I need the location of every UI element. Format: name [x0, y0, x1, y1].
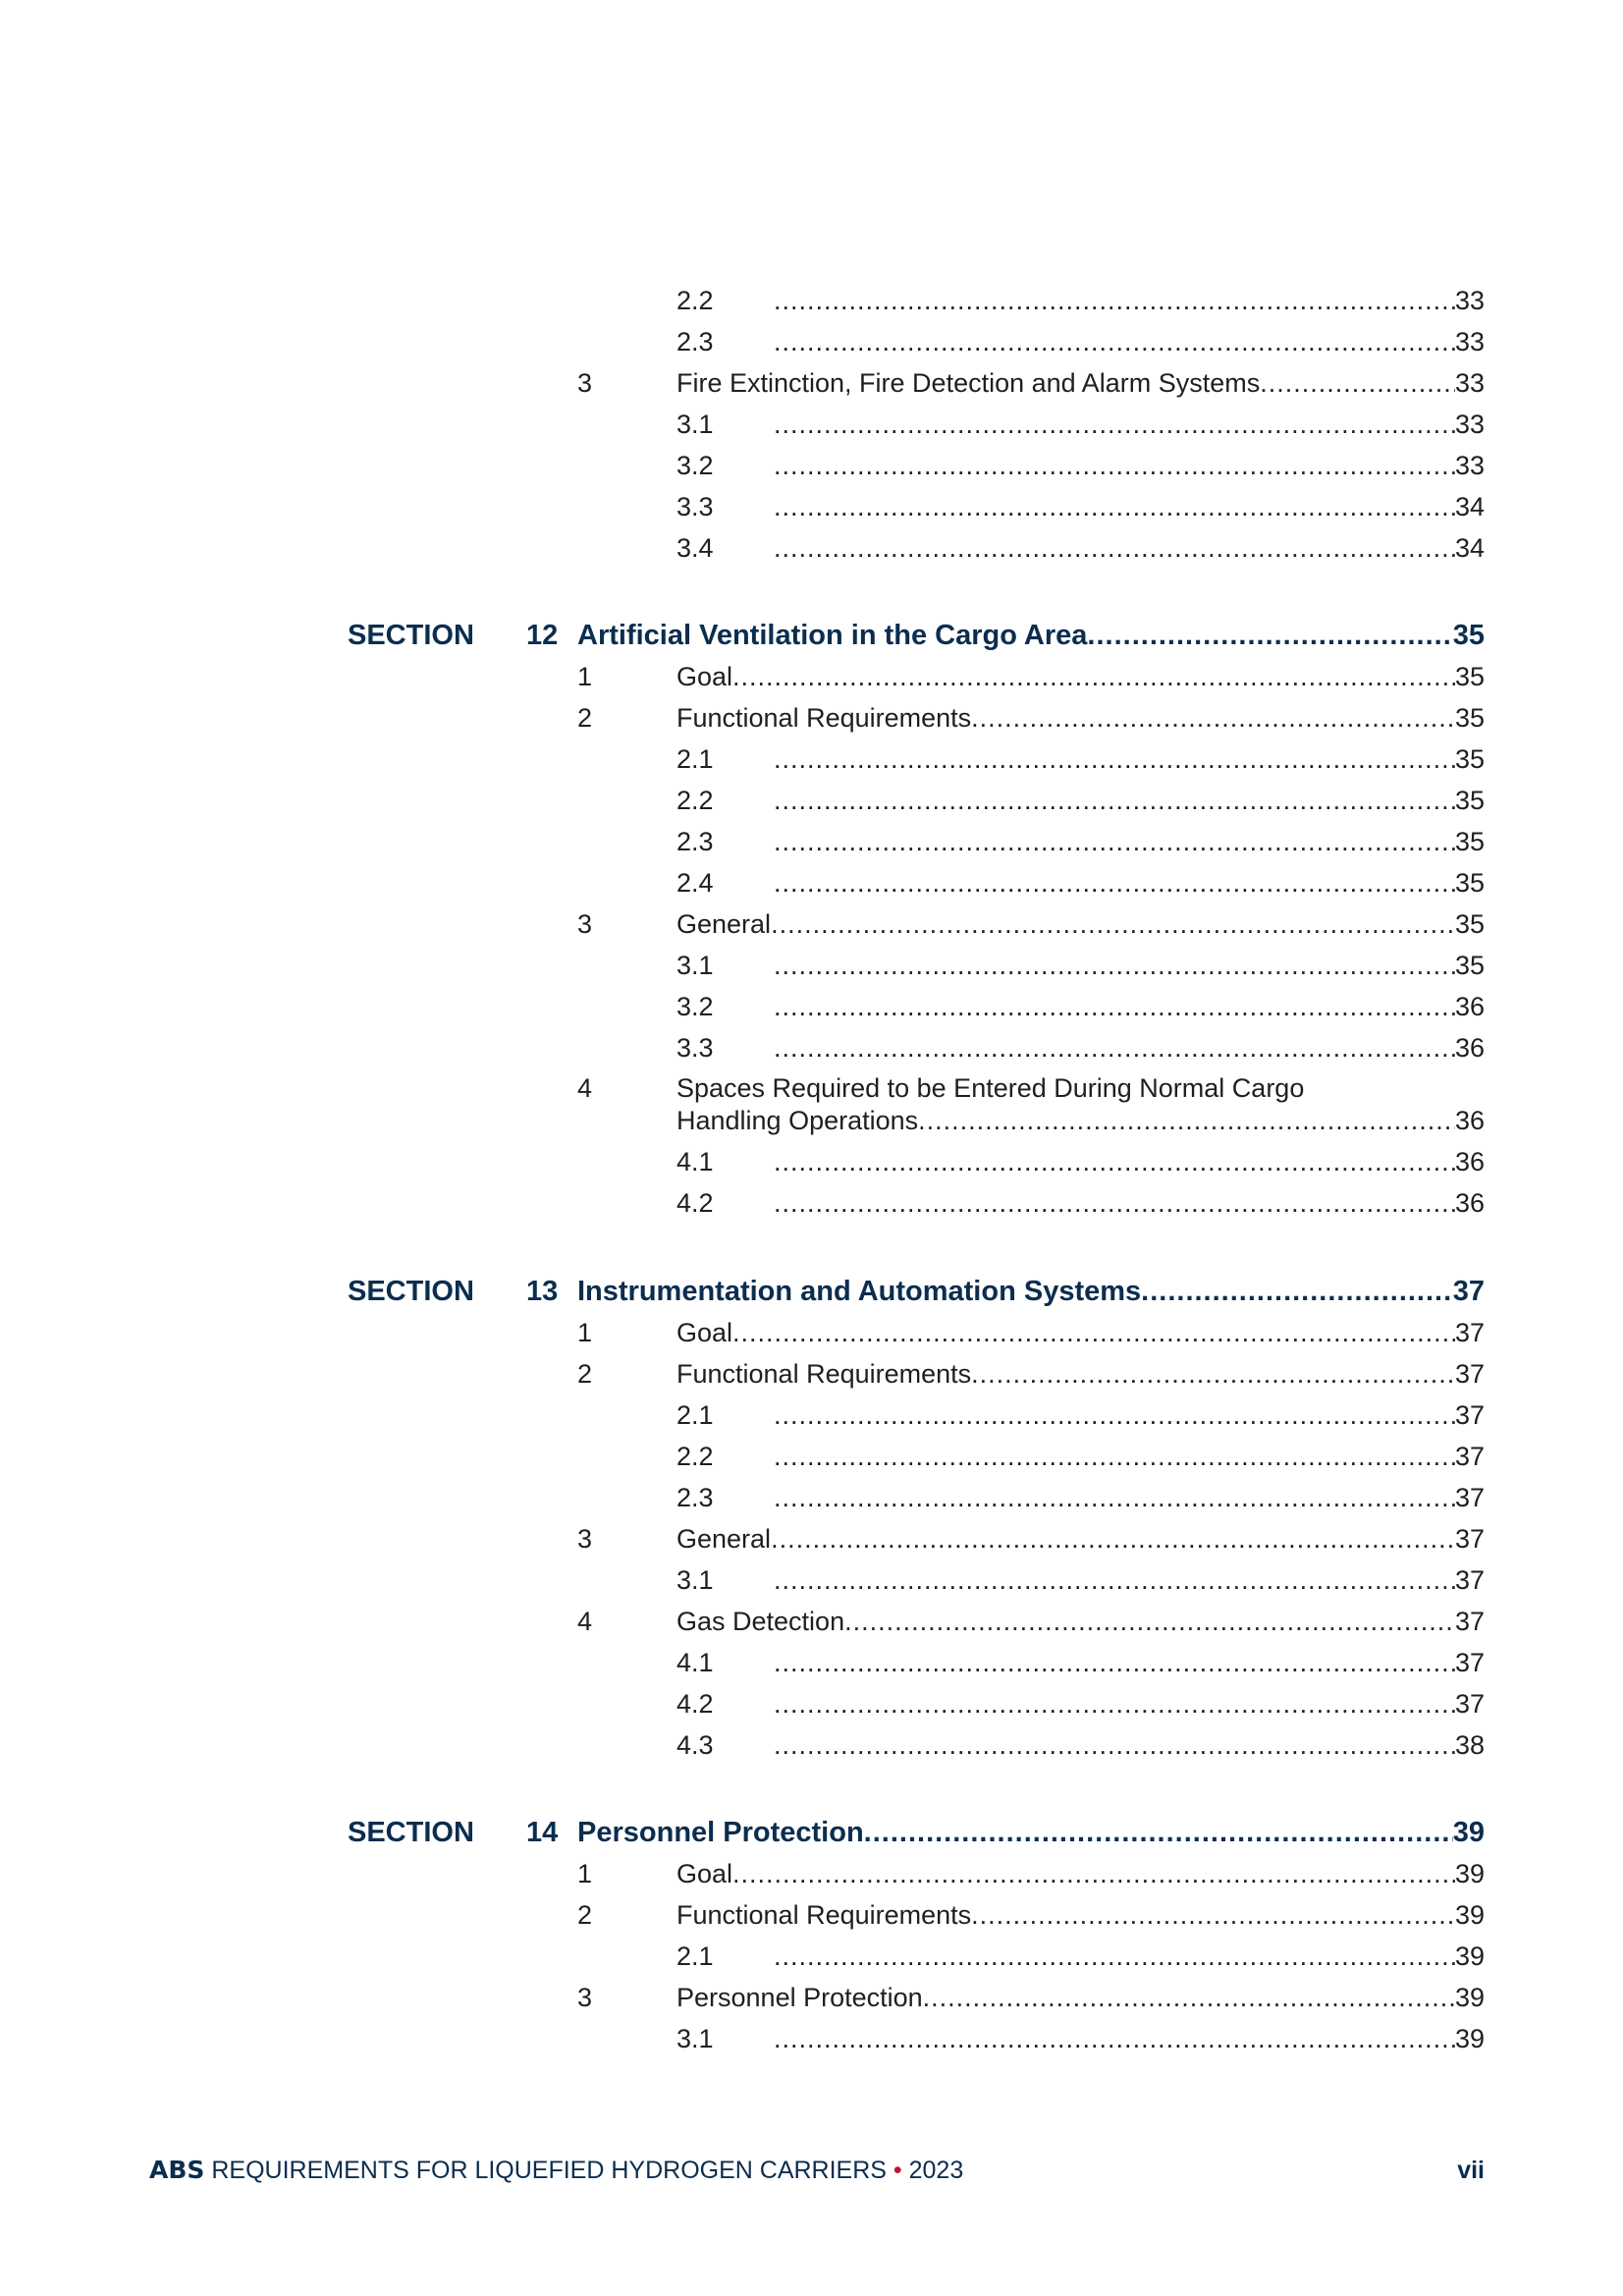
toc-entry-number: 4.2 — [676, 1188, 714, 1218]
toc-entry-page: 37 — [1454, 1607, 1485, 1636]
section-number: 14 — [526, 1817, 559, 1848]
section-number: 12 — [526, 620, 559, 651]
toc-entry-number: 2.1 — [676, 744, 714, 774]
toc-entry-number: 2.3 — [676, 327, 714, 356]
toc-entry-page: 39 — [1454, 1859, 1485, 1888]
toc-entry-number: 4 — [577, 1607, 593, 1636]
toc-entry-page: 33 — [1454, 410, 1485, 439]
toc-entry-page: 33 — [1454, 286, 1485, 315]
toc-entry-number: 2.1 — [676, 1941, 714, 1971]
toc-entry-page: 36 — [1454, 1106, 1485, 1135]
toc-section-heading[interactable] — [0, 615, 1623, 656]
toc-entry-page: 35 — [1454, 951, 1485, 980]
toc-entry-number: 3.3 — [676, 492, 714, 521]
toc-entry-title: Goal — [676, 1859, 733, 1888]
toc-entry-number: 4.1 — [676, 1648, 714, 1677]
toc-entry-number: 4 — [577, 1073, 593, 1103]
toc-entry-number: 3.2 — [676, 992, 714, 1021]
toc-entry-number: 3.1 — [676, 2024, 714, 2053]
toc-entry-page: 37 — [1454, 1689, 1485, 1719]
toc-entry-title: Gas Detection — [676, 1607, 845, 1636]
toc-entry-number: 4.3 — [676, 1730, 714, 1760]
page-footer — [149, 2151, 1485, 2190]
toc-entry-number: 2.2 — [676, 286, 714, 315]
toc-entry-number: 2 — [577, 703, 593, 733]
toc-entry-page: 38 — [1454, 1730, 1485, 1760]
toc-entry-page: 35 — [1454, 703, 1485, 733]
toc-entry-page: 35 — [1454, 662, 1485, 691]
section-number: 13 — [526, 1276, 559, 1307]
toc-entry-title: Functional Requirements — [676, 703, 972, 733]
section-label: SECTION — [348, 1276, 474, 1307]
toc-section-heading[interactable] — [0, 1271, 1623, 1312]
section-page: 39 — [1452, 1817, 1485, 1848]
toc-entry-number: 2.3 — [676, 1483, 714, 1512]
toc-entry-page: 36 — [1454, 1033, 1485, 1063]
footer-year: 2023 — [908, 2157, 964, 2184]
toc-entry-page: 37 — [1454, 1400, 1485, 1430]
toc-entry-page: 39 — [1454, 1983, 1485, 2012]
toc-entry-title: Handling Operations — [676, 1106, 919, 1135]
toc-entry-title: General — [676, 909, 772, 939]
toc-entry-title-line1: Spaces Required to be Entered During Normal Cargo — [676, 1073, 1305, 1103]
toc-entry-page: 35 — [1454, 827, 1485, 856]
footer-separator: • — [893, 2157, 902, 2184]
toc-entry-number: 2.4 — [676, 868, 714, 898]
section-page: 35 — [1452, 620, 1485, 651]
toc-entry-page: 33 — [1454, 451, 1485, 480]
toc-entry-number: 2.2 — [676, 1442, 714, 1471]
toc-entry-page: 35 — [1454, 868, 1485, 898]
toc-entry-title: Functional Requirements — [676, 1359, 972, 1389]
section-title: Artificial Ventilation in the Cargo Area — [577, 620, 1088, 651]
toc-entry-page: 37 — [1454, 1442, 1485, 1471]
toc-entry-number: 2 — [577, 1359, 593, 1389]
toc-entry-page: 37 — [1454, 1524, 1485, 1554]
toc-entry-page: 39 — [1454, 1941, 1485, 1971]
toc-entry-page: 37 — [1454, 1359, 1485, 1389]
page-number: vii — [1457, 2157, 1485, 2184]
toc-entry-number: 1 — [577, 1318, 593, 1347]
toc-entry-page: 33 — [1454, 368, 1485, 398]
toc-entry-number: 4.1 — [676, 1147, 714, 1176]
toc-entry-number: 1 — [577, 1859, 593, 1888]
toc-entry-title: Goal — [676, 1318, 733, 1347]
toc-entry-number: 1 — [577, 662, 593, 691]
toc-entry-number: 3 — [577, 1983, 593, 2012]
toc-entry-number: 3.3 — [676, 1033, 714, 1063]
toc-entry-number: 2.3 — [676, 827, 714, 856]
toc-entry-number: 3 — [577, 909, 593, 939]
footer-title: REQUIREMENTS FOR LIQUEFIED HYDROGEN CARRIERS — [211, 2157, 887, 2184]
toc-entry-title: Fire Extinction, Fire Detection and Alarm Systems — [676, 368, 1261, 398]
toc-entry-page: 34 — [1454, 533, 1485, 563]
section-label: SECTION — [348, 620, 474, 651]
toc-entry-page: 33 — [1454, 327, 1485, 356]
toc-entry-title: Goal — [676, 662, 733, 691]
toc-entry-page: 34 — [1454, 492, 1485, 521]
footer-brand: ABS — [149, 2156, 205, 2184]
toc-entry-number: 2.2 — [676, 786, 714, 815]
toc-entry-page: 36 — [1454, 992, 1485, 1021]
toc-entry-title: Personnel Protection — [676, 1983, 923, 2012]
toc-entry-number: 3.1 — [676, 1565, 714, 1595]
toc-entry-number: 3.1 — [676, 410, 714, 439]
section-title: Personnel Protection — [577, 1817, 864, 1848]
toc-entry-page: 36 — [1454, 1188, 1485, 1218]
toc-entry-page: 39 — [1454, 2024, 1485, 2053]
section-page: 37 — [1452, 1276, 1485, 1307]
toc-entry-number: 2.1 — [676, 1400, 714, 1430]
toc-entry-title: Functional Requirements — [676, 1900, 972, 1930]
section-label: SECTION — [348, 1817, 474, 1848]
toc-entry-page: 37 — [1454, 1318, 1485, 1347]
toc-entry-number: 3.4 — [676, 533, 714, 563]
toc-entry-number: 3 — [577, 1524, 593, 1554]
toc-entry-page: 37 — [1454, 1565, 1485, 1595]
toc-entry-page: 39 — [1454, 1900, 1485, 1930]
toc-entry-page: 36 — [1454, 1147, 1485, 1176]
toc-entry-page: 37 — [1454, 1483, 1485, 1512]
section-title: Instrumentation and Automation Systems — [577, 1276, 1142, 1307]
toc-entry-page: 35 — [1454, 744, 1485, 774]
toc-entry-page: 37 — [1454, 1648, 1485, 1677]
toc-entry-page: 35 — [1454, 786, 1485, 815]
toc-entry-title: General — [676, 1524, 772, 1554]
toc-section-heading[interactable] — [0, 1812, 1623, 1853]
toc-entry-number: 3 — [577, 368, 593, 398]
toc-entry-number: 2 — [577, 1900, 593, 1930]
toc-entry-number: 3.1 — [676, 951, 714, 980]
toc-entry-number: 3.2 — [676, 451, 714, 480]
toc-entry-number: 4.2 — [676, 1689, 714, 1719]
toc-entry-page: 35 — [1454, 909, 1485, 939]
